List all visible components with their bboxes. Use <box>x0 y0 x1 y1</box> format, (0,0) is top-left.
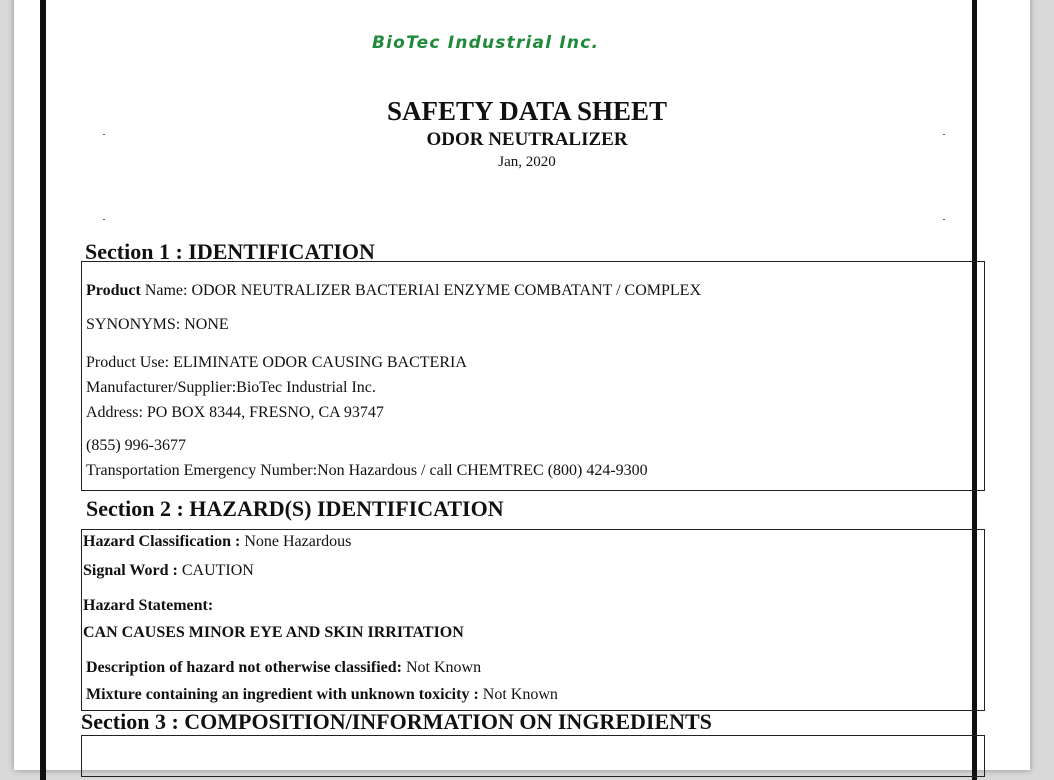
hazard-classification-line <box>83 533 351 551</box>
transport-line: Transportation Emergency Number:Non Hazardous / call CHEMTREC (800) 424-9300 <box>86 462 648 479</box>
corner-mark <box>943 219 945 220</box>
company-logo: BioTec Industrial Inc. <box>372 33 600 53</box>
manufacturer-line: Manufacturer/Supplier:BioTec Industrial Inc. <box>86 379 376 396</box>
product-label: Product <box>86 282 141 299</box>
signal-word-line <box>83 562 254 580</box>
hazard-description-value: Not Known <box>405 659 482 676</box>
document-date: Jan, 2020 <box>498 154 556 170</box>
section3-heading: Section 3 : COMPOSITION/INFORMATION ON INGREDIENTS <box>81 709 712 734</box>
hazard-statement-value: CAN CAUSES MINOR EYE AND SKIN IRRITATION <box>83 624 464 641</box>
phone-line: (855) 996-3677 <box>86 437 186 454</box>
corner-mark <box>943 134 945 135</box>
hazard-description-label: Description of hazard not otherwise classified: <box>86 659 406 676</box>
document-title: SAFETY DATA SHEET <box>386 96 668 126</box>
section2-heading: Section 2 : HAZARD(S) IDENTIFICATION <box>86 496 504 521</box>
mixture-toxicity-label: Mixture containing an ingredient with unknown toxicity : <box>86 686 483 703</box>
address-line: Address: PO BOX 8344, FRESNO, CA 93747 <box>86 404 384 421</box>
signal-word-label: Signal Word : <box>83 562 182 579</box>
section3-box <box>81 735 985 777</box>
mixture-toxicity-value: Not Known <box>482 686 558 703</box>
section2-box <box>81 529 985 711</box>
hazard-statement-label: Hazard Statement: <box>83 597 214 614</box>
product-use-line: Product Use: ELIMINATE ODOR CAUSING BACTERIA <box>86 354 467 371</box>
product-name-value: Name: ODOR NEUTRALIZER BACTERIAl ENZYME COMBATANT / COMPLEX <box>140 282 701 299</box>
mixture-toxicity-line <box>86 686 558 704</box>
product-subtitle: ODOR NEUTRALIZER <box>426 129 628 150</box>
section1-heading: Section 1 : IDENTIFICATION <box>85 239 375 264</box>
product-name-line <box>86 282 701 300</box>
hazard-description-line <box>86 659 481 677</box>
synonyms-line: SYNONYMS: NONE <box>86 316 229 333</box>
corner-mark <box>103 219 105 220</box>
hazard-classification-label: Hazard Classification : <box>83 533 245 550</box>
corner-mark <box>103 134 105 135</box>
hazard-classification-value: None Hazardous <box>244 533 352 550</box>
signal-word-value: CAUTION <box>181 562 254 579</box>
